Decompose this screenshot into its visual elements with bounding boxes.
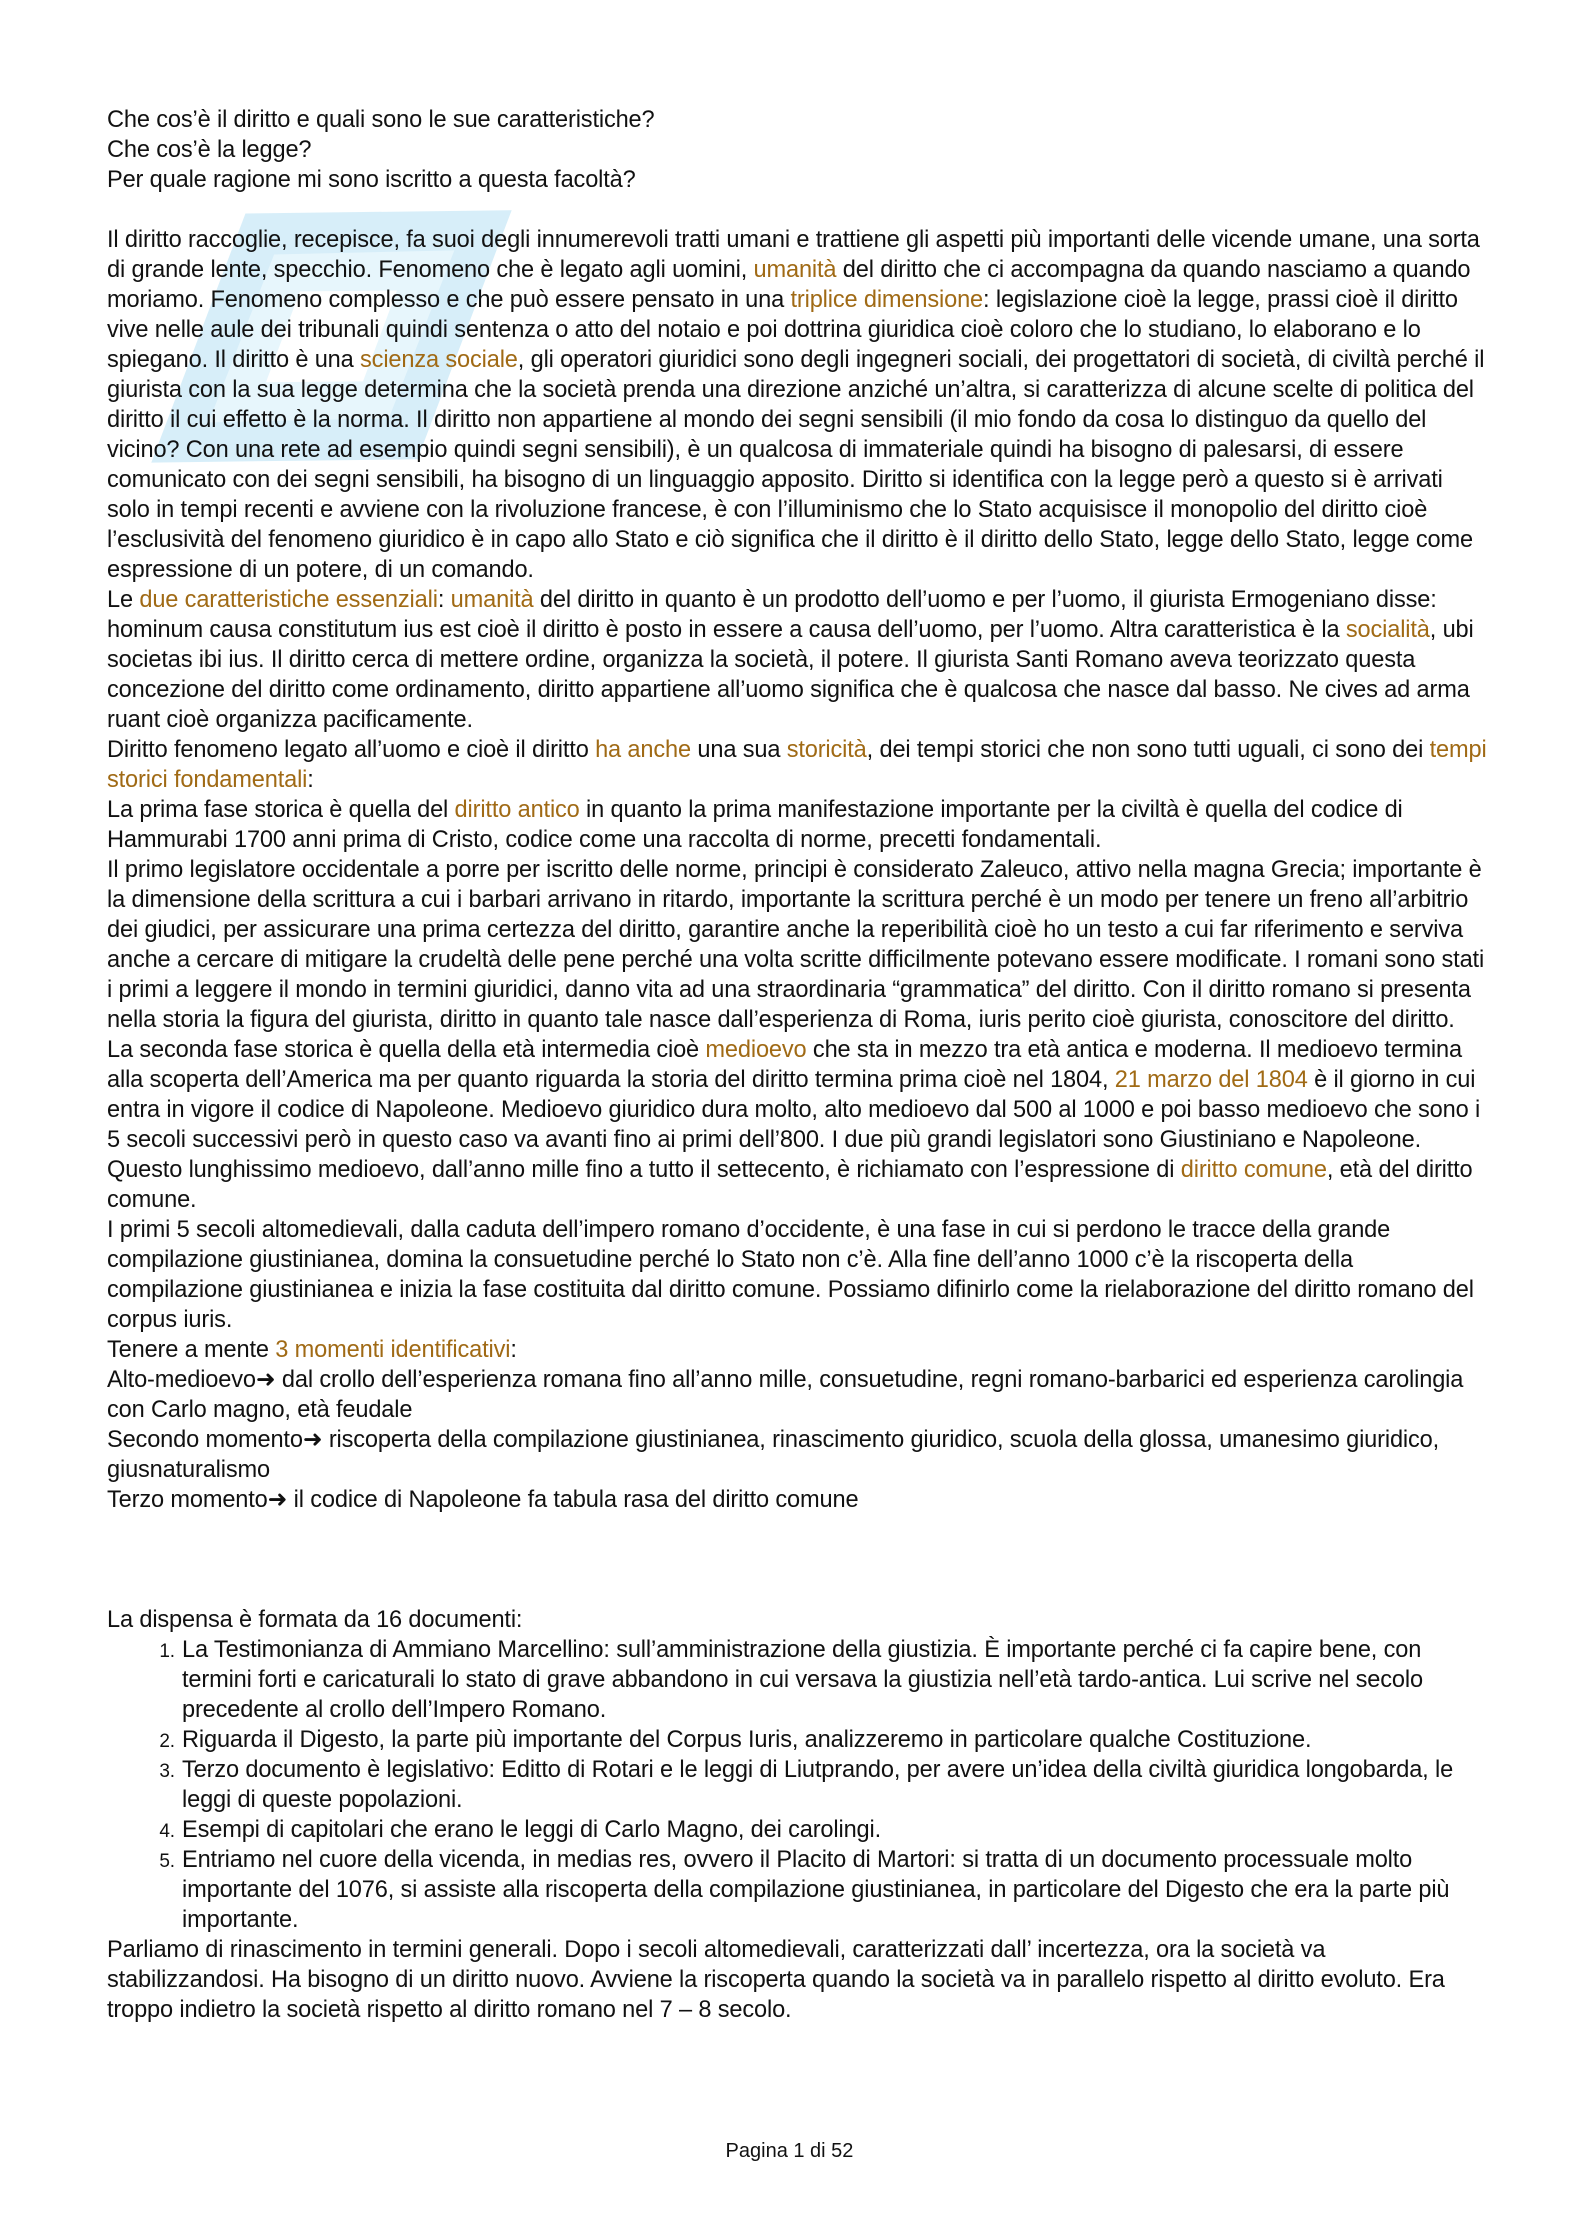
question-2: Che cos’è la legge? bbox=[107, 137, 312, 163]
list-item: 1. La Testimonianza di Ammiano Marcellino: sull’amministrazione della giustizia. È importante perché ci fa capire bene, con termini forti e caricaturali lo stato di grave abbandono in cui versava la giustizia nell’età tardo-antica. Lui scrive nel secolo precedente al crollo dell’Impero Romano. bbox=[180, 1635, 1489, 1725]
arrow-icon: ➜ bbox=[255, 1367, 276, 1393]
highlight-scienza-sociale: scienza sociale bbox=[360, 347, 518, 373]
highlight-3-momenti: 3 momenti identificativi bbox=[275, 1337, 511, 1363]
moments-heading: Tenere a mente 3 momenti identificativi: bbox=[107, 1337, 517, 1363]
list-item: 2. Riguarda il Digesto, la parte più importante del Corpus Iuris, analizzeremo in particolare qualche Costituzione. bbox=[180, 1725, 1489, 1755]
highlight-storicita: storicità bbox=[786, 737, 867, 763]
legislator-paragraph: Il primo legislatore occidentale a porre per iscritto delle norme, principi è considerato Zaleuco, attivo nella magna Grecia; importante è la dimensione della scrittura a cui i barbari arrivano in ritardo, importante la scrittura perché è un modo per tenere un freno all’arbitrio dei giudici, per assicurare una prima certezza del diritto, garantire anche la reperibilità cioè ho un testo a cui far riferimento e serviva anche a cercare di mitigare la crudeltà delle pene perché una volta scritte difficilmente potevano essere modificate. I romani sono stati i primi a leggere il mondo in termini giuridici, danno vita ad una straordinaria “grammatica” del diritto. Con il diritto romano si presenta nella storia la figura del giurista, diritto in quanto tale nasce dall’esperienza di Roma, iuris perito cioè giurista, conoscitore del diritto. bbox=[107, 857, 1485, 1033]
highlight-tempi-storici: tempi storici fondamentali bbox=[107, 737, 1487, 793]
highlight-diritto-antico: diritto antico bbox=[454, 797, 580, 823]
early-centuries-paragraph: I primi 5 secoli altomedievali, dalla caduta dell’impero romano d’occidente, è una fase in cui si perdono le tracce della grande compilazione giustinianea, domina la consuetudine perché lo Stato non c’è. Alla fine dell’anno 1000 c’è la riscoperta della compilazione giustinianea e inizia la fase costituita dal diritto comune. Possiamo difinirlo come la rielaborazione del diritto romano del corpus iuris. bbox=[107, 1217, 1474, 1333]
highlight-triplice-dimensione: triplice dimensione bbox=[790, 287, 984, 313]
first-phase-paragraph: La prima fase storica è quella del diritto antico in quanto la prima manifestazione importante per la civiltà è quella del codice di Hammurabi 1700 anni prima di Cristo, codice come una raccolta di norme, precetti fondamentali. bbox=[107, 797, 1403, 853]
moment-item: Alto-medioevo➜ dal crollo dell’esperienza romana fino all’anno mille, consuetudine, regni romano-barbarici ed esperienza carolingia con Carlo magno, età feudale bbox=[107, 1367, 1464, 1423]
highlight-medioevo: medioevo bbox=[705, 1037, 807, 1063]
highlight-umanita: umanità bbox=[753, 257, 837, 283]
closing-paragraph: Parliamo di rinascimento in termini generali. Dopo i secoli altomedievali, caratterizzati dall’ incertezza, ora la società va stabilizzandosi. Ha bisogno di un diritto nuovo. Avviene la riscoperta quando la società va in parallelo rispetto al diritto evoluto. Era troppo indietro la società rispetto al diritto romano nel 7 – 8 secolo. bbox=[107, 1937, 1445, 2023]
highlight-ha-anche: ha anche bbox=[595, 737, 691, 763]
page-number: Pagina 1 di 52 bbox=[725, 2140, 854, 2162]
document-body bbox=[107, 105, 1489, 2025]
question-1: Che cos’è il diritto e quali sono le sue caratteristiche? bbox=[107, 107, 655, 133]
highlight-socialita: socialità bbox=[1345, 617, 1430, 643]
arrow-icon: ➜ bbox=[267, 1487, 288, 1513]
second-phase-paragraph: La seconda fase storica è quella della età intermedia cioè medioevo che sta in mezzo tra età antica e moderna. Il medioevo termina alla scoperta dell’America ma per quanto riguarda la storia del diritto termina prima cioè nel 1804, 21 marzo del 1804 è il giorno in cui entra in vigore il codice di Napoleone. Medioevo giuridico dura molto, alto medioevo dal 500 al 1000 e poi basso medioevo che sono i 5 secoli successivi però in questo caso va avanti fino ai primi dell’800. I due più grandi legislatori sono Giustiniano e Napoleone. Questo lunghissimo medioevo, dall’anno mille fino a tutto il settecento, è richiamato con l’espressione di diritto comune, età del diritto comune. bbox=[107, 1037, 1481, 1213]
arrow-icon: ➜ bbox=[302, 1427, 323, 1453]
question-3: Per quale ragione mi sono iscritto a questa facoltà? bbox=[107, 167, 636, 193]
moment-item: Terzo momento➜ il codice di Napoleone fa tabula rasa del diritto comune bbox=[107, 1487, 859, 1513]
highlight-umanita-2: umanità bbox=[450, 587, 534, 613]
moment-item: Secondo momento➜ riscoperta della compilazione giustinianea, rinascimento giuridico, scuola della glossa, umanesimo giuridico, giusnaturalismo bbox=[107, 1427, 1440, 1483]
characteristics-paragraph: Le due caratteristiche essenziali: umanità del diritto in quanto è un prodotto dell’uomo e per l’uomo, il giurista Ermogeniano disse: hominum causa constitutum ius est cioè il diritto è posto in essere a causa dell’uomo, per l’uomo. Altra caratteristica è la socialità, ubi societas ibi ius. Il diritto cerca di mettere ordine, organizza la società, il potere. Il giurista Santi Romano aveva teorizzato questa concezione del diritto come ordinamento, diritto appartiene all’uomo significa che è qualcosa che nasce dal basso. Ne cives ad arma ruant cioè organizza pacificamente. bbox=[107, 587, 1474, 733]
highlight-due-caratteristiche: due caratteristiche essenziali bbox=[139, 587, 438, 613]
dispensa-intro: La dispensa è formata da 16 documenti: bbox=[107, 1607, 523, 1633]
list-item: 4. Esempi di capitolari che erano le leggi di Carlo Magno, dei carolingi. bbox=[180, 1815, 1489, 1845]
highlight-diritto-comune: diritto comune bbox=[1180, 1157, 1327, 1183]
highlight-date-1804: 21 marzo del 1804 bbox=[1114, 1067, 1308, 1093]
list-item: 3. Terzo documento è legislativo: Editto di Rotari e le leggi di Liutprando, per avere un’idea della civiltà giuridica longobarda, le leggi di queste popolazioni. bbox=[180, 1755, 1489, 1815]
dispensa-list bbox=[107, 1635, 1489, 1935]
list-item: 5. Entriamo nel cuore della vicenda, in medias res, ovvero il Placito di Martori: si tratta di un documento processuale molto importante del 1076, si assiste alla riscoperta della compilazione giustinianea, in particolare del Digesto che era la parte più importante. bbox=[180, 1845, 1489, 1935]
historicity-paragraph: Diritto fenomeno legato all’uomo e cioè il diritto ha anche una sua storicità, dei tempi storici che non sono tutti uguali, ci sono dei tempi storici fondamentali: bbox=[107, 737, 1487, 793]
intro-paragraph: Il diritto raccoglie, recepisce, fa suoi degli innumerevoli tratti umani e trattiene gli aspetti più importanti delle vicende umane, una sorta di grande lente, specchio. Fenomeno che è legato agli uomini, umanità del diritto che ci accompagna da quando nasciamo a quando moriamo. Fenomeno complesso e che può essere pensato in una triplice dimensione: legislazione cioè la legge, prassi cioè il diritto vive nelle aule dei tribunali quindi sentenza o atto del notaio e poi dottrina giuridica cioè coloro che lo studiano, lo elaborano e lo spiegano. Il diritto è una scienza sociale, gli operatori giuridici sono degli ingegneri sociali, dei progettatori di società, di civiltà perché il giurista con la sua legge determina che la società prenda una direzione anziché un’altra, si caratterizza di alcune scelte di politica del diritto il cui effetto è la norma. Il diritto non appartiene al mondo dei segni sensibili (il mio fondo da cosa lo distinguo da quello del vicino? Con una rete ad esempio quindi segni sensibili), è un qualcosa di immateriale quindi ha bisogno di palesarsi, di essere comunicato con dei segni sensibili, ha bisogno di un linguaggio apposito. Diritto si identifica con la legge però a questo si è arrivati solo in tempi recenti e avviene con la rivoluzione francese, è con l’illuminismo che lo Stato acquisisce il monopolio del diritto cioè l’esclusività del fenomeno giuridico è in capo allo Stato e ciò significa che il diritto è il diritto dello Stato, legge dello Stato, legge come espressione di un potere, di un comando. bbox=[107, 227, 1485, 583]
